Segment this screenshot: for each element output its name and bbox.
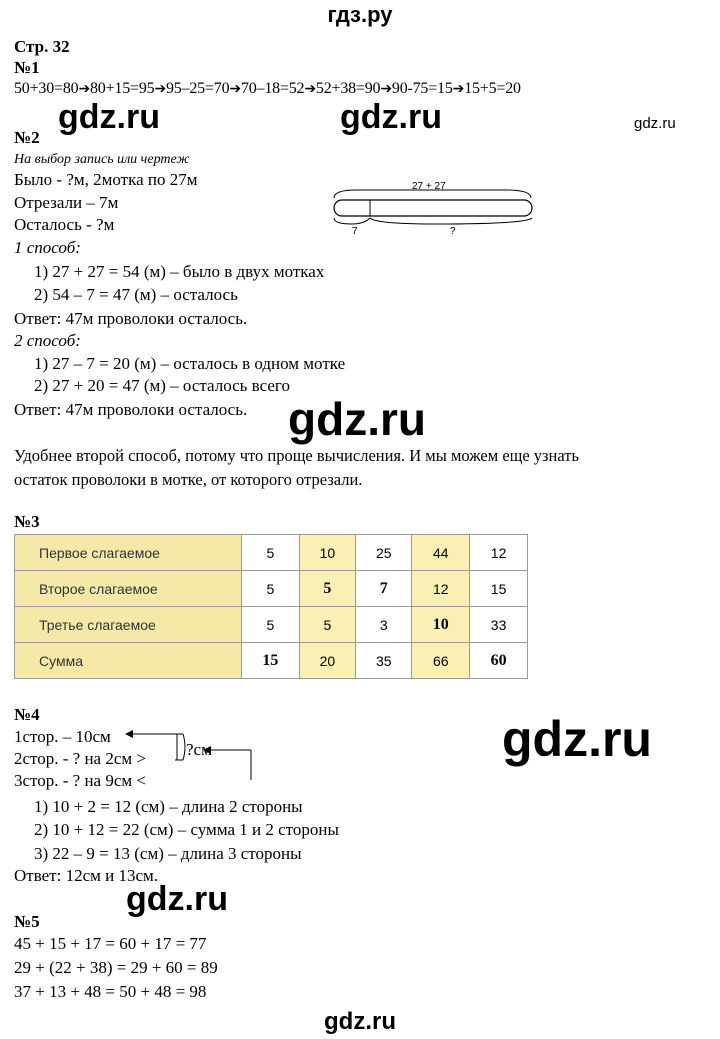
table-cell: 25 (356, 535, 412, 571)
addends-table (14, 534, 528, 679)
task4-title: №4 (14, 705, 40, 724)
arrow-right-icon: ➔ (452, 82, 465, 97)
page-label: Стр. 32 (14, 37, 70, 56)
task3-title: №3 (14, 512, 40, 531)
table-cell: 15 (470, 571, 528, 607)
row-label: Третье слагаемое (15, 607, 242, 643)
task4-line: 2стор. - ? на 2см > (14, 749, 146, 768)
task2-line: Отрезали – 7м (14, 193, 119, 212)
arrow-right-icon: ➔ (229, 82, 241, 97)
answer2: Ответ: 47м проволоки осталось. (14, 400, 248, 419)
diagram-right-label: ? (450, 226, 456, 237)
answer1: Ответ: 47м проволоки осталось. (14, 309, 248, 328)
method2-step: 2) 27 + 20 = 47 (м) – осталось всего (34, 376, 290, 395)
table-cell: 12 (470, 535, 528, 571)
table-cell: 5 (299, 571, 355, 607)
arrow-right-icon: ➔ (380, 82, 392, 97)
method2-step: 1) 27 – 7 = 20 (м) – осталось в одном мотке (34, 354, 346, 373)
chain-item: 90-75=15 (391, 80, 453, 97)
watermark: gdz.ru (502, 711, 652, 767)
task4-step: 1) 10 + 2 = 12 (см) – длина 2 стороны (34, 797, 303, 816)
chain-item: 95–25=70 (165, 80, 230, 97)
chain-item: 80+15=95 (89, 80, 155, 97)
arrow-right-icon: ➔ (78, 82, 90, 97)
method1-title: 1 способ: (14, 238, 81, 257)
task4-answer: Ответ: 12см и 13см. (14, 866, 159, 885)
task4-step: 2) 10 + 12 = 22 (см) – сумма 1 и 2 стороны (34, 820, 339, 839)
table-cell: 66 (412, 643, 470, 679)
table-cell: 60 (470, 643, 528, 679)
brace-label: ?см (186, 740, 212, 759)
diagram-left-label: 7 (352, 226, 358, 237)
table-row (15, 535, 528, 571)
task1-title: №1 (14, 58, 40, 77)
task2-title: №2 (14, 128, 40, 147)
site-header: гдз.ру (327, 2, 393, 27)
chain-item: 15+5=20 (464, 80, 521, 97)
table-cell: 15 (242, 643, 300, 679)
table-row (15, 607, 528, 643)
row-label: Сумма (15, 643, 242, 679)
task4-step: 3) 22 – 9 = 13 (см) – длина 3 стороны (34, 844, 302, 863)
table-cell: 5 (242, 607, 300, 643)
row-label: Второе слагаемое (15, 571, 242, 607)
table-cell: 5 (242, 535, 300, 571)
chain-item: 50+30=80 (14, 80, 79, 97)
table-cell: 3 (356, 607, 412, 643)
row-label: Первое слагаемое (15, 535, 242, 571)
task5-line: 29 + (22 + 38) = 29 + 60 = 89 (14, 958, 218, 977)
task5-line: 37 + 13 + 48 = 50 + 48 = 98 (14, 982, 207, 1001)
watermark: gdz.ru (126, 880, 228, 918)
conclusion-line: Удобнее второй способ, потому что проще вычисления. И мы можем еще узнать (14, 446, 580, 465)
table-cell: 5 (242, 571, 300, 607)
method1-step: 1) 27 + 27 = 54 (м) – было в двух мотках (34, 262, 325, 281)
chain-item: 52+38=90 (315, 80, 381, 97)
table-cell: 7 (356, 571, 412, 607)
table-row (15, 643, 528, 679)
table-cell: 35 (356, 643, 412, 679)
task1-chain (14, 79, 521, 100)
chain-item: 70–18=52 (240, 80, 305, 97)
task4-line: 3стор. - ? на 9см < (14, 771, 146, 790)
task2-line: Осталось - ?м (14, 215, 115, 234)
watermark: gdz.ru (58, 98, 160, 136)
task5-line: 45 + 15 + 17 = 60 + 17 = 77 (14, 934, 207, 953)
table-cell: 33 (470, 607, 528, 643)
diagram-top-label: 27 + 27 (412, 181, 446, 192)
watermark: gdz.ru (324, 1008, 396, 1035)
table-cell: 20 (299, 643, 355, 679)
watermark: gdz.ru (340, 98, 442, 136)
table-cell: 44 (412, 535, 470, 571)
method2-title: 2 способ: (14, 331, 81, 350)
task4-line: 1стор. – 10см (14, 727, 111, 746)
watermark: gdz.ru (634, 115, 676, 132)
table-cell: 10 (412, 607, 470, 643)
table-cell: 12 (412, 571, 470, 607)
watermark: gdz.ru (288, 393, 426, 445)
task5-title: №5 (14, 912, 40, 931)
task2-line: Было - ?м, 2мотка по 27м (14, 170, 198, 189)
arrow-right-icon: ➔ (304, 82, 316, 97)
table-cell: 10 (299, 535, 355, 571)
table-row (15, 571, 528, 607)
task2-note: На выбор запись или чертеж (14, 152, 190, 167)
arrow-right-icon: ➔ (154, 82, 166, 97)
conclusion-line: остаток проволоки в мотке, от которого отрезали. (14, 470, 363, 489)
method1-step: 2) 54 – 7 = 47 (м) – осталось (34, 285, 238, 304)
table-cell: 5 (299, 607, 355, 643)
